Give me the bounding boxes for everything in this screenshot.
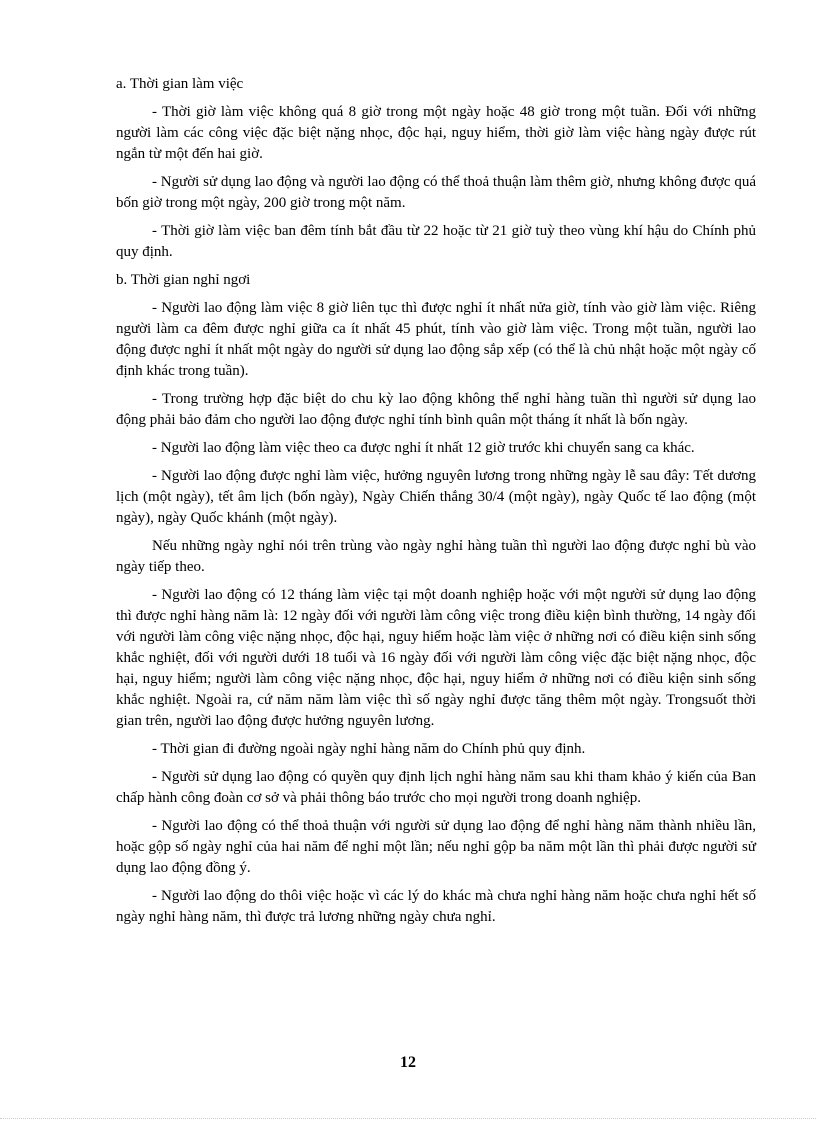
- page-number: 12: [400, 1054, 416, 1071]
- paragraph: - Thời giờ làm việc không quá 8 giờ trong một ngày hoặc 48 giờ trong một tuần. Đối với những người làm các công việc đặc biệt nặng nhọc, độc hại, nguy hiểm, thời giờ làm việc hàng ngày được rút ngắn từ một đến hai giờ.: [116, 104, 756, 162]
- paragraph: - Người lao động có thể thoả thuận với người sử dụng lao động để nghỉ hàng năm thành nhiều lần, hoặc gộp số ngày nghỉ của hai năm để nghỉ một lần; nếu nghỉ gộp ba năm một lần thì phải được người sử dụng lao động đồng ý.: [116, 818, 756, 876]
- section-heading-a: a. Thời gian làm việc: [116, 76, 244, 92]
- page-bottom-divider: [0, 1118, 816, 1119]
- paragraph: - Người lao động có 12 tháng làm việc tại một doanh nghiệp hoặc với một người sử dụng lao động thì được nghỉ hàng năm là: 12 ngày đối với người làm công việc trong điều kiện bình thường, 14 ngày đối với người làm công việc nặng nhọc, độc hại, nguy hiểm hoặc làm việc ở những nơi có điều kiện sinh sống khắc nghiệt, đối với người dưới 18 tuổi và 16 ngày đối với người làm công việc đặc biệt nặng nhọc, độc hại, nguy hiểm; người làm công việc nặng nhọc, độc hại, nguy hiểm ở những nơi có điều kiện sinh sống khắc nghiệt. Ngoài ra, cứ năm năm làm việc thì số ngày nghỉ được tăng thêm một ngày. Trongsuốt thời gian trên, người lao động được hưởng nguyên lương.: [116, 587, 756, 729]
- paragraph: - Người sử dụng lao động có quyền quy định lịch nghỉ hàng năm sau khi tham khảo ý kiến của Ban chấp hành công đoàn cơ sở và phải thông báo trước cho mọi người trong doanh nghiệp.: [116, 769, 756, 806]
- paragraph: - Thời giờ làm việc ban đêm tính bắt đầu từ 22 hoặc từ 21 giờ tuỳ theo vùng khí hậu do Chính phủ quy định.: [116, 223, 756, 260]
- paragraph: Nếu những ngày nghỉ nói trên trùng vào ngày nghỉ hàng tuần thì người lao động được nghỉ bù vào ngày tiếp theo.: [116, 538, 756, 575]
- section-heading-b: b. Thời gian nghỉ ngơi: [116, 272, 251, 288]
- paragraph: - Thời gian đi đường ngoài ngày nghỉ hàng năm do Chính phủ quy định.: [152, 741, 586, 757]
- paragraph: - Trong trường hợp đặc biệt do chu kỳ lao động không thể nghỉ hàng tuần thì người sử dụng lao động phải bảo đảm cho người lao động được nghỉ tính bình quân một tháng ít nhất là bốn ngày.: [116, 391, 756, 428]
- paragraph: - Người lao động do thôi việc hoặc vì các lý do khác mà chưa nghỉ hàng năm hoặc chưa nghỉ hết số ngày nghỉ hàng năm, thì được trả lương những ngày chưa nghỉ.: [116, 888, 756, 925]
- paragraph: - Người sử dụng lao động và người lao động có thể thoả thuận làm thêm giờ, nhưng không được quá bốn giờ trong một ngày, 200 giờ trong một năm.: [116, 174, 756, 211]
- paragraph: - Người lao động được nghỉ làm việc, hưởng nguyên lương trong những ngày lễ sau đây: Tết dương lịch (một ngày), tết âm lịch (bốn ngày), Ngày Chiến thắng 30/4 (một ngày), ngày Quốc tế lao động (một ngày), ngày Quốc khánh (một ngày).: [116, 468, 756, 526]
- paragraph: - Người lao động làm việc 8 giờ liên tục thì được nghỉ ít nhất nửa giờ, tính vào giờ làm việc. Riêng người làm ca đêm được nghỉ giữa ca ít nhất 45 phút, tính vào giờ làm việc. Trong một tuần, người lao động được nghỉ ít nhất một ngày do người sử dụng lao động sắp xếp (có thể là chủ nhật hoặc một ngày cố định khác trong tuần).: [116, 300, 756, 379]
- paragraph: - Người lao động làm việc theo ca được nghỉ ít nhất 12 giờ trước khi chuyển sang ca khác.: [152, 440, 695, 456]
- document-body: [116, 74, 756, 935]
